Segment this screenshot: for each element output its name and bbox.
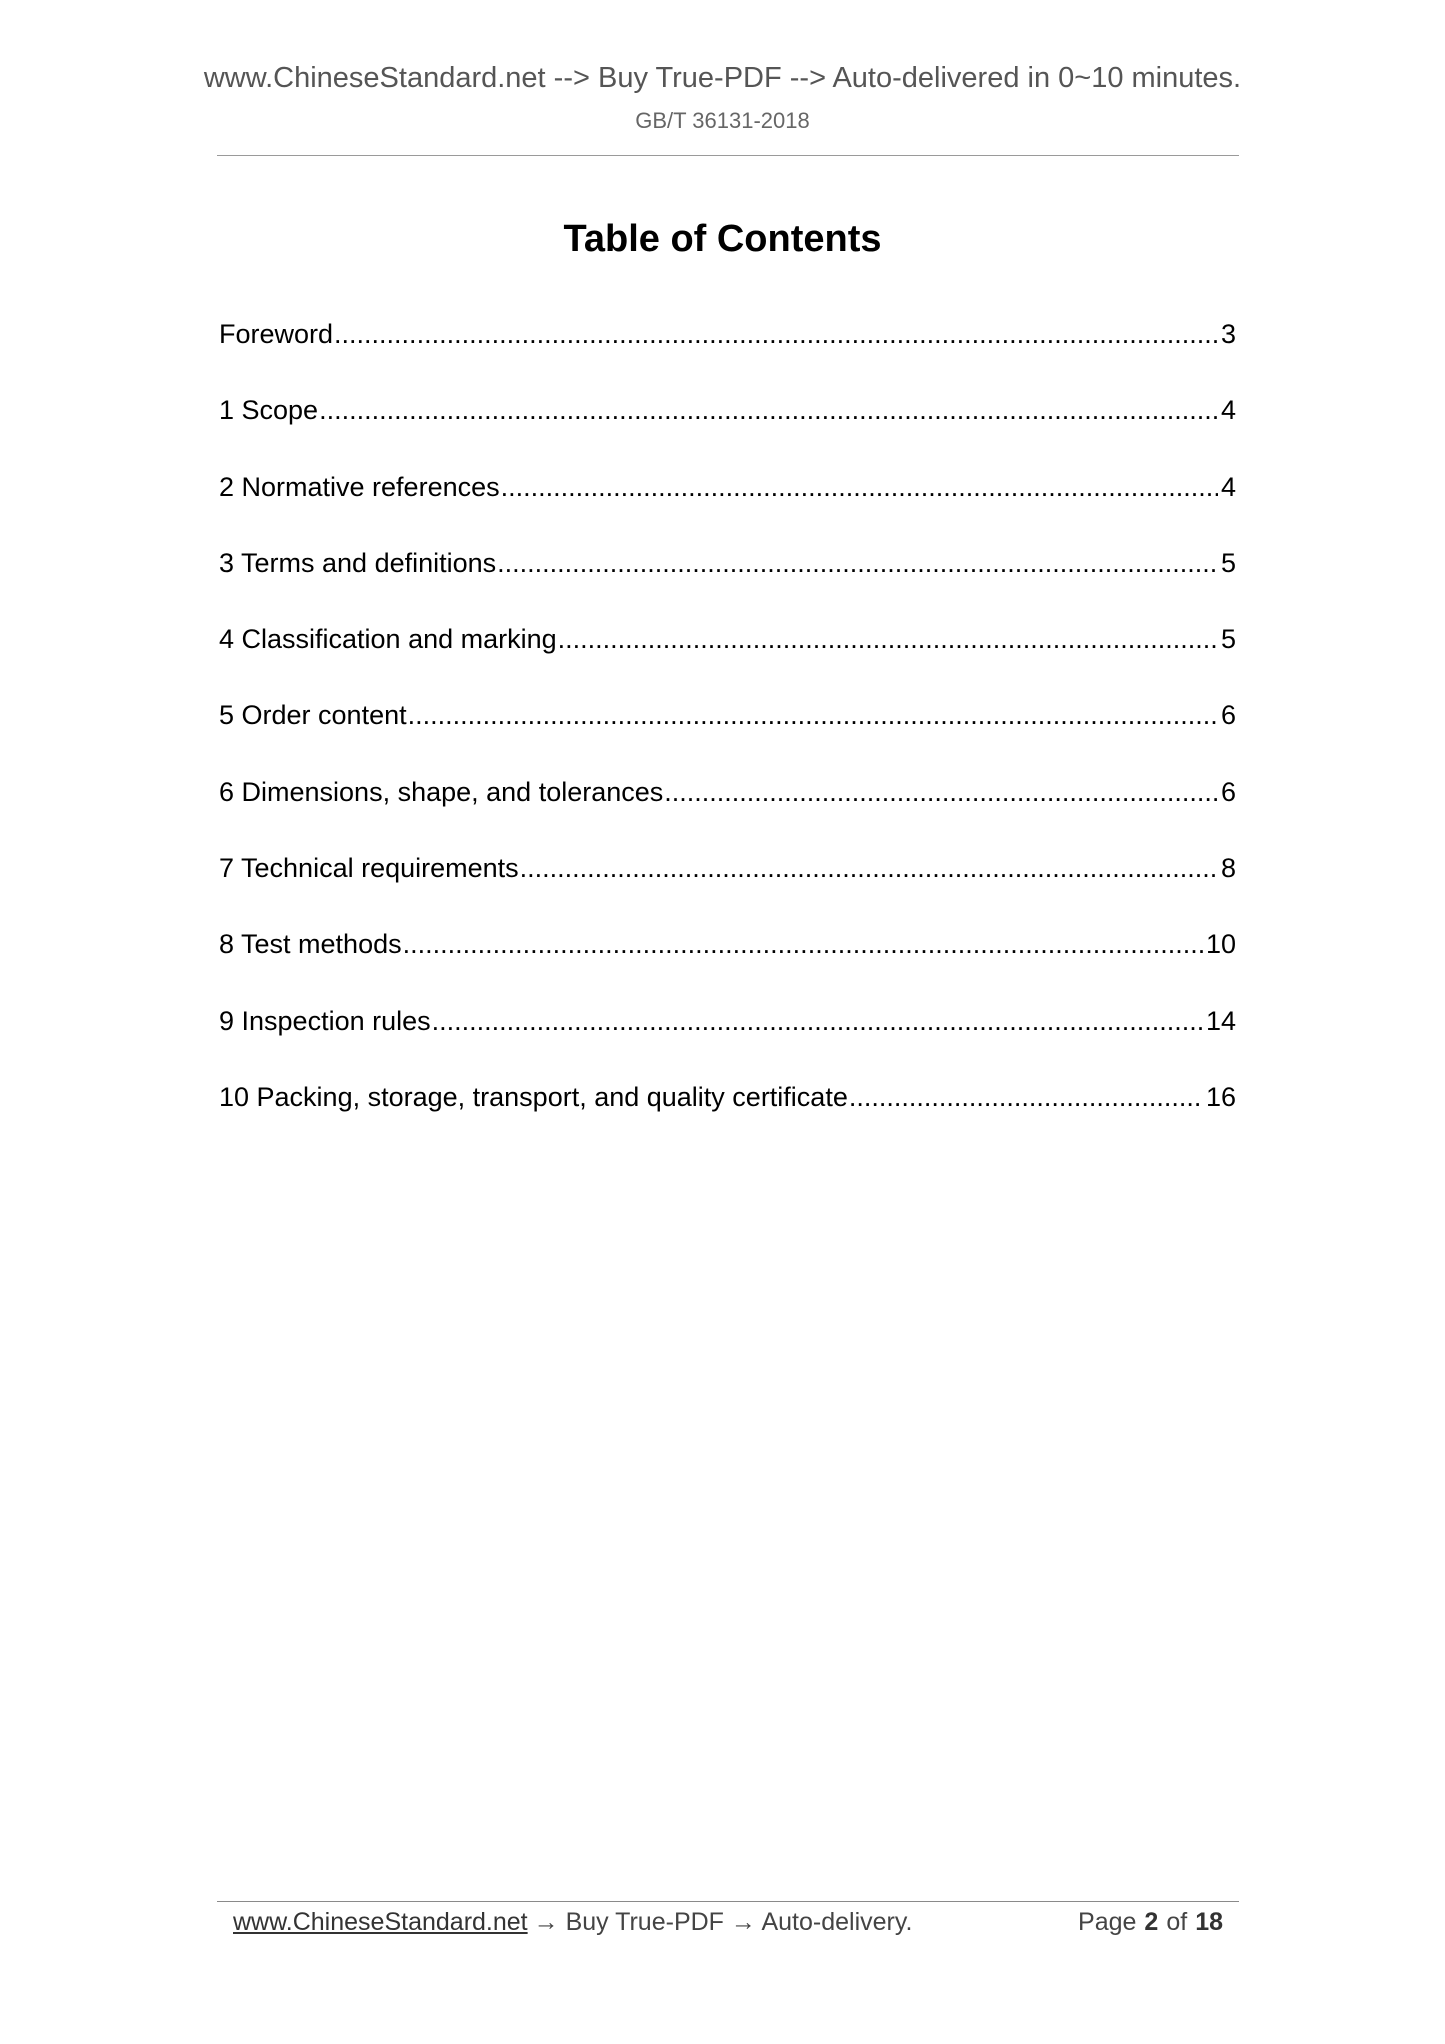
footer-promo-text: → Buy True-PDF → Auto-delivery. [533,1908,913,1936]
page-label: Page [1078,1908,1137,1936]
document-id: GB/T 36131-2018 [635,108,810,133]
toc-entry-page: 4 [1220,471,1236,502]
footer-site-link[interactable]: www.ChineseStandard.net [233,1908,528,1936]
footer-divider [217,1901,1239,1902]
toc-entry-page: 6 [1220,700,1236,731]
toc-entry-classification-and-marking[interactable] [219,622,1236,698]
toc-entry-label: 10 Packing, storage, transport, and quality certificate [219,1081,848,1112]
toc-entry-normative-references[interactable] [219,470,1236,546]
dot-leader [432,1004,1203,1038]
toc-entry-label: 2 Normative references [219,471,500,502]
toc-entry-page: 8 [1220,853,1236,884]
current-page-number: 2 [1144,1908,1159,1936]
dot-leader [558,622,1218,656]
toc-entry-terms-and-definitions[interactable] [219,546,1236,622]
toc-entry-page: 5 [1220,547,1236,578]
toc-entry-foreword[interactable] [219,317,1236,393]
dot-leader [403,927,1203,961]
toc-entry-label: 9 Inspection rules [219,1005,431,1036]
toc-entry-label: 5 Order content [219,700,407,731]
toc-entry-test-methods[interactable] [219,927,1236,1003]
toc-entry-label: 1 Scope [219,395,319,426]
toc-entry-page: 14 [1205,1005,1236,1036]
dot-leader [408,698,1218,732]
page-footer [233,1906,1223,1938]
total-page-count: 18 [1195,1908,1223,1936]
page-of-label: of [1166,1908,1188,1936]
table-of-contents [219,317,1236,1156]
toc-entry-order-content[interactable] [219,698,1236,774]
toc-entry-label: 6 Dimensions, shape, and tolerances [219,776,664,807]
dot-leader [849,1080,1203,1114]
toc-entry-page: 4 [1220,395,1236,426]
toc-entry-page: 10 [1205,929,1236,960]
toc-entry-label: Foreword [219,319,334,349]
page-indicator [1078,1906,1223,1938]
dot-leader [664,775,1218,809]
header-divider [217,155,1239,156]
toc-entry-label: 3 Terms and definitions [219,547,497,578]
toc-entry-page: 6 [1220,776,1236,807]
toc-entry-inspection-rules[interactable] [219,1004,1236,1080]
toc-entry-page: 3 [1220,319,1236,349]
toc-entry-page: 16 [1205,1081,1236,1112]
dot-leader [319,393,1218,427]
toc-entry-technical-requirements[interactable] [219,851,1236,927]
dot-leader [501,470,1218,504]
toc-entry-page: 5 [1220,624,1236,655]
toc-entry-dimensions-shape-tolerances[interactable] [219,775,1236,851]
toc-entry-label: 7 Technical requirements [219,853,519,884]
page-title: Table of Contents [563,218,882,260]
dot-leader [334,317,1218,351]
toc-entry-label: 4 Classification and marking [219,624,557,655]
toc-entry-packing-storage-transport[interactable] [219,1080,1236,1156]
toc-entry-scope[interactable] [219,393,1236,469]
dot-leader [497,546,1218,580]
dot-leader [520,851,1218,885]
toc-entry-label: 8 Test methods [219,929,402,960]
header-banner: www.ChineseStandard.net --> Buy True-PDF --> Auto-delivered in 0~10 minutes. [203,62,1242,94]
